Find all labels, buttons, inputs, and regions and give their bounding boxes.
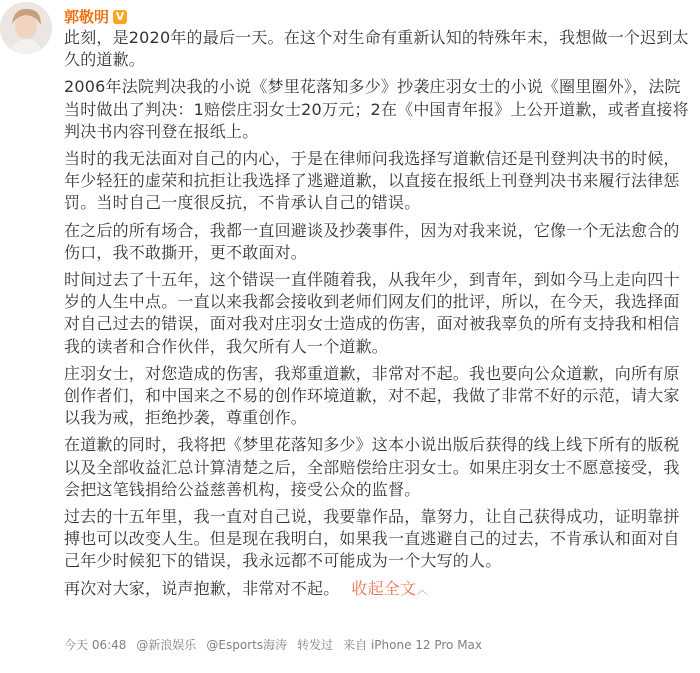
mention-link[interactable]: @Esports海涛 [206, 638, 288, 652]
post-last-line [64, 578, 692, 601]
post-paragraph: 时间过去了十五年，这个错误一直伴随着我，从我年少，到青年，到如今马上走向四十岁的人生中点。一直以来我都会接收到老师们网友们的批评，所以，在今天，我选择面对自己过去的错误，面对我对庄羽女士造成的伤害，面对被我辜负的所有支持我和相信我的读者和合作伙伴，我欠所有人一个道歉。 [64, 270, 680, 356]
collapse-button[interactable] [351, 579, 428, 598]
avatar-image [0, 2, 52, 54]
post-paragraph: 2006年法院判决我的小说《梦里花落知多少》抄袭庄羽女士的小说《圈里圈外》，法院当时做出了判决：1赔偿庄羽女士20万元；2在《中国青年报》上公开道歉，或者直接将判决书内容刊登在报纸上。 [64, 77, 689, 141]
post-content [64, 27, 692, 606]
post-source[interactable]: 来自 iPhone 12 Pro Max [343, 638, 483, 652]
post-paragraph: 过去的十五年里，我一直对自己说，我要靠作品，靠努力，让自己获得成功，证明靠拼搏也可以改变人生。但是现在我明白，如果我一直逃避自己的过去，不肯承认和面对自己年少时候犯下的错误，我永远都不可能成为一个大写的人。 [64, 507, 680, 571]
post-paragraph: 庄羽女士，对您造成的伤害，我郑重道歉，非常对不起。我也要向公众道歉，向所有原创作者们，和中国来之不易的创作环境道歉，对不起，我做了非常不好的示范，请大家以我为戒，拒绝抄袭，尊重创作。 [64, 363, 680, 428]
author-row [64, 6, 127, 27]
mention-link[interactable]: @新浪娱乐 [136, 638, 197, 652]
author-avatar[interactable] [0, 2, 52, 54]
post-last-text: 再次对大家，说声抱歉，非常对不起。 [64, 578, 340, 598]
post-time[interactable]: 今天 06:48 [64, 638, 127, 652]
repost-label: 转发过 [297, 638, 334, 652]
post-paragraph: 在之后的所有场合，我都一直回避谈及抄袭事件，因为对我来说，它像一个无法愈合的伤口，我不敢撕开，更不敢面对。 [64, 220, 680, 262]
post-paragraph: 当时的我无法面对自己的内心，于是在律师问我选择写道歉信还是刊登判决书的时候，年少轻狂的虚荣和抗拒让我选择了逃避道歉，以直接在报纸上刊登判决书来履行法律惩罚。当时自己一度很反抗，不肯承认自己的错误。 [64, 149, 680, 213]
author-name[interactable]: 郭敬明 [64, 8, 110, 26]
post-paragraph: 在道歉的同时，我将把《梦里花落知多少》这本小说出版后获得的线上线下所有的版税以及全部收益汇总计算清楚之后，全部赔偿给庄羽女士。如果庄羽女士不愿意接受，我会把这笔钱捐给公益慈善机构，接受公众的监督。 [64, 435, 680, 499]
post-meta [64, 636, 482, 653]
verified-badge-icon: V [113, 10, 127, 24]
post-paragraph: 此刻，是2020年的最后一天。在这个对生命有重新认知的特殊年末，我想做一个迟到太久的道歉。 [64, 28, 689, 70]
collapse-label: 收起全文 [351, 578, 417, 598]
chevron-up-icon: ︿ [416, 582, 429, 597]
